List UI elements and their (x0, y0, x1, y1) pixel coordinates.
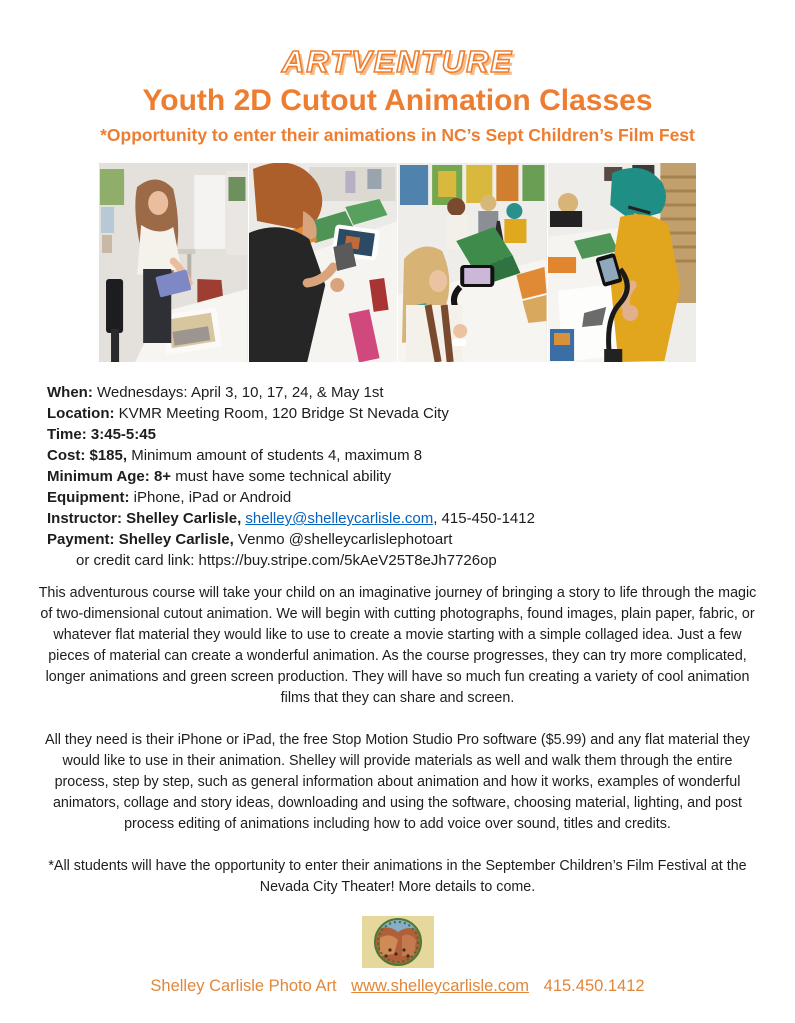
photo-boy-cutting-paper (249, 163, 398, 362)
detail-instructor-label: Instructor: Shelley Carlisle, (47, 510, 242, 527)
detail-when (47, 382, 795, 403)
detail-payment-label: Payment: Shelley Carlisle, (47, 531, 234, 548)
photo-boy-cutting-paper-illustration (249, 163, 398, 362)
photo-girl-with-tablet (99, 163, 248, 362)
detail-min-age-label: Minimum Age: 8+ (47, 468, 172, 485)
photo-girl-phone-rig-illustration (398, 163, 547, 362)
shelley-carlisle-photo-art-logo (362, 916, 434, 968)
brand-title: ARTVENTURE (281, 44, 514, 79)
detail-cost-label: Cost: $185, (47, 447, 128, 464)
paragraph-equipment-process: All they need is their iPhone or iPad, the free Stop Motion Studio Pro software ($5.99) and any flat material they would like to use in their animation. Shelley will provide materials as well and walk them through the entire process, step by step, such as general information about animation and how it works, examples of wonderful animators, collage and story ideas, downloading and using the software, choosing material, lighting, and post process editing of animations including how to add voice over sound, titles and credits. (45, 732, 750, 832)
photo-girl-phone-rig (398, 163, 547, 362)
logo-container (0, 916, 795, 968)
photo-girl-with-tablet-illustration (99, 163, 248, 362)
detail-min-age-value: must have some technical ability (171, 468, 392, 485)
instructor-email-link[interactable]: shelley@shelleycarlisle.com (245, 510, 434, 527)
class-details (47, 382, 795, 571)
detail-location-value: KVMR Meeting Room, 120 Bridge St Nevada City (114, 405, 449, 422)
detail-equipment (47, 487, 795, 508)
detail-credit-card-link (47, 550, 795, 571)
detail-time-label: Time: 3:45-5:45 (47, 426, 156, 443)
footer-business-name: Shelley Carlisle Photo Art (150, 977, 337, 995)
detail-min-age (47, 466, 795, 487)
description-section (37, 583, 759, 898)
paragraph-course-overview: This adventurous course will take your child on an imaginative journey of bringing a story to life through the magic of two-dimensional cutout animation. We will begin with cutting photographs, found images, plain paper, fabric, or whatever flat material they would like to use to create a movie starting with a simple collaged idea. Just a few pieces of material can create a wonderful animation. As the course progresses, they can try more complicated, longer animations and green screen production. They will have so much fun creating a variety of cool animation films that they can share and screen. (38, 585, 757, 706)
photo-strip (99, 163, 696, 362)
footer (0, 977, 795, 996)
paragraph-film-festival-note: *All students will have the opportunity to enter their animations in the September Children’s Film Festival at the Nevada City Theater! More details to come. (48, 858, 747, 895)
photo-teal-hair-kid-illustration (548, 163, 697, 362)
detail-time (47, 424, 795, 445)
detail-location (47, 403, 795, 424)
detail-when-value: Wednesdays: April 3, 10, 17, 24, & May 1st (92, 384, 384, 401)
page-title: Youth 2D Cutout Animation Classes (142, 84, 653, 117)
footer-phone: 415.450.1412 (543, 977, 645, 995)
credit-card-link-text: or credit card link: https://buy.stripe.com/5kAeV25T8eJh7726op (76, 552, 497, 569)
footer-website-link[interactable]: www.shelleycarlisle.com (351, 977, 530, 995)
detail-equipment-label: Equipment: (47, 489, 130, 506)
detail-cost (47, 445, 795, 466)
detail-instructor-phone: , 415-450-1412 (433, 510, 535, 527)
detail-location-label: Location: (47, 405, 115, 422)
detail-when-label: When: (47, 384, 93, 401)
photo-teal-hair-kid (548, 163, 697, 362)
page-subtitle: *Opportunity to enter their animations in NC’s Sept Children’s Film Fest (100, 125, 695, 145)
detail-payment-value: Venmo @shelleycarlislephotoart (233, 531, 453, 548)
detail-cost-value: Minimum amount of students 4, maximum 8 (127, 447, 423, 464)
detail-equipment-value: iPhone, iPad or Android (129, 489, 292, 506)
detail-payment (47, 529, 795, 550)
detail-instructor (47, 508, 795, 529)
